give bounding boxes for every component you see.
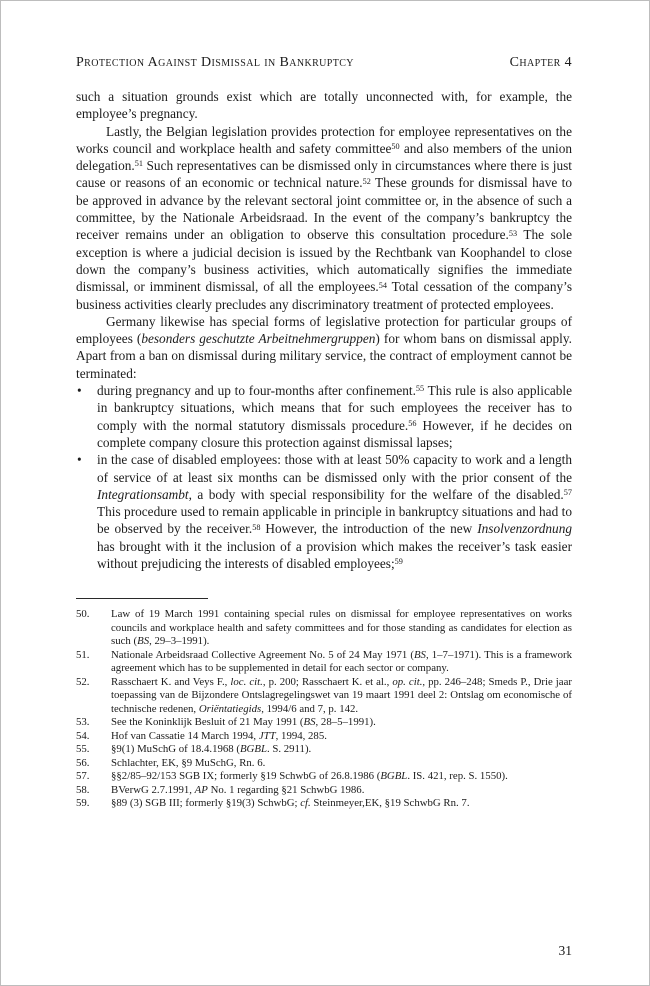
footnote-number: 50.	[76, 608, 90, 621]
footnote	[76, 730, 572, 744]
footnote	[76, 608, 572, 649]
footnote-number: 58.	[76, 783, 90, 796]
footnote	[76, 676, 572, 717]
footnote-text: BVerwG 2.7.1991, AP No. 1 regarding §21 SchwbG 1986.	[111, 783, 365, 796]
footnote-text: §89 (3) SGB III; formerly §19(3) SchwbG; cf. Steinmeyer,EK, §19 SchwbG Rn. 7.	[111, 797, 470, 810]
bullet-item-pregnancy	[76, 382, 572, 451]
footnote-number: 59.	[76, 797, 90, 810]
bullet-icon: •	[77, 452, 82, 468]
body-text	[76, 88, 572, 572]
footnote	[76, 743, 572, 757]
bullet-icon: •	[77, 383, 82, 399]
paragraph-continuation: such a situation grounds exist which are totally unconnected with, for example, the employee’s pregnancy.	[76, 89, 572, 122]
footnote-number: 53.	[76, 716, 90, 729]
bullet-item-disabled	[76, 451, 572, 572]
footnote-text: Hof van Cassatie 14 March 1994, JTT, 1994, 285.	[111, 729, 327, 742]
footnote-text: See the Koninklijk Besluit of 21 May 1991 (BS, 28–5–1991).	[111, 716, 376, 729]
footnote-number: 54.	[76, 729, 90, 742]
footnote	[76, 757, 572, 771]
footnote-text: §9(1) MuSchG of 18.4.1968 (BGBL. S. 2911).	[111, 743, 312, 756]
footnote-number: 57.	[76, 770, 90, 783]
bullet-list	[76, 382, 572, 572]
footnote	[76, 649, 572, 676]
footnote-separator	[76, 598, 208, 599]
footnote-number: 51.	[76, 648, 90, 661]
bullet-text: in the case of disabled employees: those with at least 50% capacity to work and a length of service of at least six months can be dismissed only with the prior consent of the Integrationsambt, a body with special responsibility for the welfare of the disabled.$^{57}$ This procedure used to remain applicable in principle in bankruptcy situations and had to be observed by the receiver.$^{58}$ However, the introduction of the new Insolvenzordnung has brought with it the inclusion of a provision which makes the receiver’s task easier without prejudicing the interests of disabled employees;$^{59}$	[97, 452, 572, 572]
running-title: Protection Against Dismissal in Bankruptcy	[76, 55, 354, 70]
footnote-text: Nationale Arbeidsraad Collective Agreement No. 5 of 24 May 1971 (BS, 1–7–1971). This is a framework agreement which has to be supplemented in detail for each sector or company.	[111, 648, 572, 675]
page-content	[76, 55, 572, 811]
footnote	[76, 716, 572, 730]
footnote	[76, 797, 572, 811]
footnote-number: 55.	[76, 743, 90, 756]
footnote	[76, 770, 572, 784]
paragraph-belgium: Lastly, the Belgian legislation provides protection for employee representatives on the works council and workplace health and safety committee$^{50}$ and also members of the union delegation.$^{51}$ Such representatives can be dismissed only in circumstances where there is just cause or reasons of an economic or technical nature.$^{52}$ These grounds for dismissal have to be approved in advance by the relevant sectoral joint committee or, in the absence of such a committee, by the Nationale Arbeidsraad. In the event of the company’s bankruptcy the receiver remains under an obligation to observe this consultation procedure.$^{53}$ The sole exception is where a judicial decision is issued by the Rechtbank van Koophandel to close down the company’s business activities, which automatically signifies the immediate dismissal, or imminent dismissal, of all the employees.$^{54}$ Total cessation of the company’s business activities clearly precludes any discriminatory treatment of protected employees.	[76, 123, 572, 312]
footnote-number: 56.	[76, 756, 90, 769]
footnote-text: Rasschaert K. and Veys F., loc. cit., p. 200; Rasschaert K. et al., op. cit., pp. 246–248; Smeds P., Drie jaar toepassing van de Bijzondere Ontslagregelingswet van 19 maart 1991 deel 2: Ontslag om economische of technische redenen, Oriëntatiegids, 1994/6 and 7, p. 142.	[111, 675, 572, 715]
footnotes	[76, 608, 572, 811]
footnote-text: §§2/85–92/153 SGB IX; formerly §19 SchwbG of 26.8.1986 (BGBL. IS. 421, rep. S. 1550).	[111, 770, 508, 783]
footnote-text: Law of 19 March 1991 containing special rules on dismissal for employee representatives on works councils and workplace health and safety committees and for those standing as candidates for election as such (BS, 29–3–1991).	[111, 608, 572, 648]
footnote-text: Schlachter, EK, §9 MuSchG, Rn. 6.	[111, 756, 266, 769]
paragraph-germany: Germany likewise has special forms of legislative protection for particular groups of employees (besonders geschutzte Arbeitnehmergruppen) for whom bans on dismissal apply. Apart from a ban on dismissal during military service, the contract of employment cannot be terminated:	[76, 313, 572, 381]
chapter-label: Chapter 4	[509, 55, 572, 70]
running-head	[76, 55, 572, 71]
footnote-number: 52.	[76, 675, 90, 688]
bullet-text: during pregnancy and up to four-months after confinement.$^{55}$ This rule is also applicable in bankruptcy situations, which means that for such employees the receiver has to comply with the normal statutory dismissals procedure.$^{56}$ However, if he decides on complete company closure this protection against dismissal lapses;	[97, 383, 572, 450]
page-number: 31	[558, 943, 572, 958]
footnote	[76, 784, 572, 798]
